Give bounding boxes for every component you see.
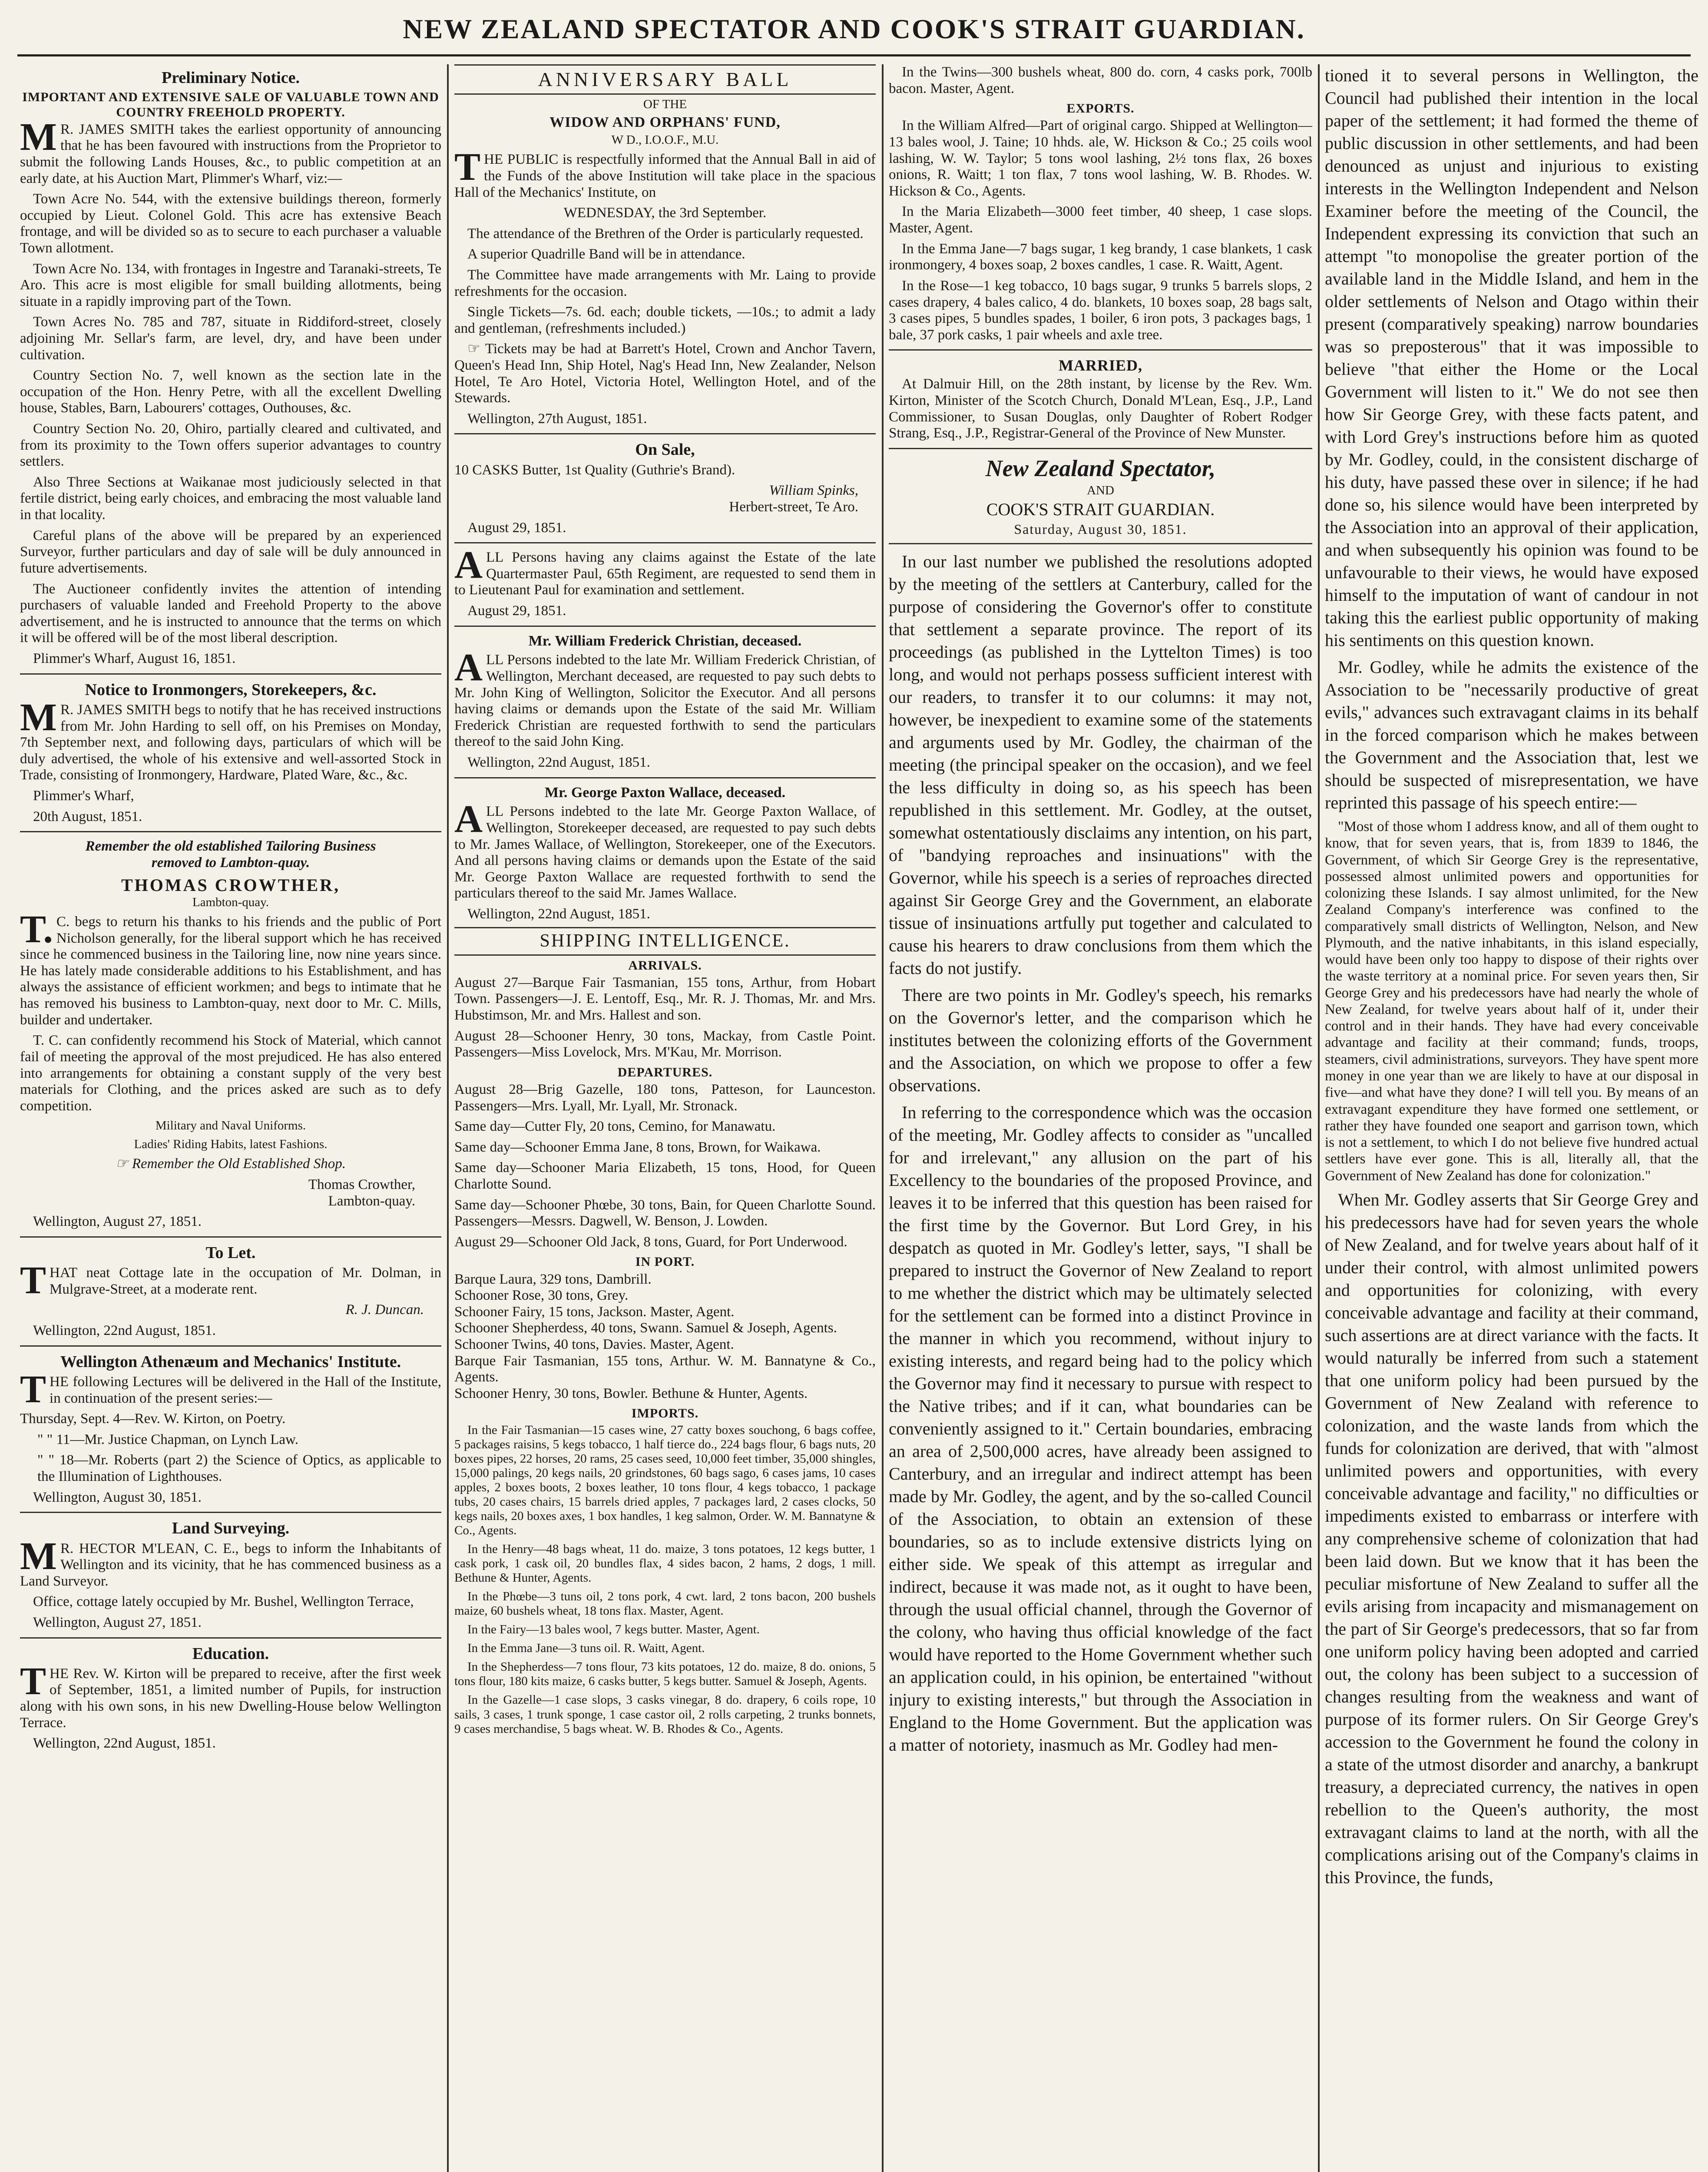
ball-body-3: A superior Quadrille Band will be in attendance. [467,246,745,262]
sale-item: Town Acre No. 134, with frontages in Ingestre and Taranaki-streets, Te Aro. This acre is most eligible for small building allotments, being situate in a rapidly improving part of the Town. [20,261,441,309]
exports-title: EXPORTS. [1066,101,1135,116]
paul-date: August 29, 1851. [467,603,566,619]
let-signature: R. J. Duncan. [345,1302,424,1318]
wallace-body: ALL Persons indebted to the late Mr. George Paxton Wallace, of Wellington, Storekeeper deceased, are requested to pay such debts to Mr. James Wallace, of Wellington, Storekeeper, one of the Executors. And all persons having claims or demands upon the Estate of the said Mr. George Paxton Wallace are requested forthwith to send the particulars thereof to the said Mr. James Wallace. [454,798,876,901]
ball-body: THE PUBLIC is respectfully informed that the Annual Ball in aid of the Funds of the above Institution will take place in the spacious Hall of the Mechanics' Institute, on [454,146,876,200]
sale-item: Also Three Sections at Waikanae most judiciously selected in that fertile district, being early choices, and embracing the most valuable land in that locality. [20,474,441,523]
tailor-signature-place: Lambton-quay. [328,1193,415,1209]
departure-entry: August 29—Schooner Old Jack, 8 tons, Guard, for Port Underwood. [454,1234,847,1250]
import-entry: In the Fairy—13 bales wool, 7 kegs butter. Master, Agent. [467,1622,760,1637]
divider [20,1512,441,1513]
butter-address: Herbert-street, Te Aro. [729,499,858,515]
column-2 [454,64,876,2172]
ball-outlets-text: Tickets may be had at Barrett's Hotel, Crown and Anchor Tavern, Queen's Head Inn, Ship Hotel, Nag's Head Inn, New Zealander, Nelson Hotel, Te Aro Hotel, Victoria Hotel, Wellington Hotel, and of the Stewards. [454,341,876,406]
divider [20,673,441,675]
divider [20,1637,441,1639]
departure-entry: August 28—Brig Gazelle, 180 tons, Patteson, for Launceston. Passengers—Mrs. Lyall, Mr. Lyall, Mr. Stronack. [454,1081,876,1114]
butter-title: On Sale, [635,440,695,459]
divider [20,1236,441,1238]
masthead: NEW ZEALAND SPECTATOR AND COOK'S STRAIT GUARDIAN. [403,13,1305,44]
ball-of: OF THE [643,97,687,112]
masthead-rule [17,54,1691,56]
iron-signature: Plimmer's Wharf, [33,788,134,804]
tailor-reminder-text: Remember the Old Established Shop. [132,1156,346,1172]
export-entry: In the Rose—1 keg tobacco, 10 bags sugar, 9 trunks 5 barrels slops, 2 cases drapery, 4 bales calico, 4 do. blankets, 10 boxes soap, 28 bags salt, 3 cases pipes, 5 bundles spades, 1 boiler, 6 iron pots, 3 packages bags, 1 bale, 37 pork casks, 1 pair wheels and axle tree. [889,278,1312,343]
let-date: Wellington, 22nd August, 1851. [33,1323,216,1338]
iron-body: MR. JAMES SMITH begs to notify that he has received instructions from Mr. John Harding to sell off, on his Premises on Monday, 7th September next, and following days, particulars of which will be duly advertised, the whole of his extensive and well-assorted Stock in Trade, consisting of Ironmongery, Hardware, Plated Ware, &c., &c. [20,695,441,783]
education-title: Education. [192,1644,269,1663]
in-port-title: IN PORT. [635,1255,695,1269]
column-1 [20,64,441,2172]
tailor-body: T.C. begs to return his thanks to his friends and the public of Port Nicholson generally, for the liberal support which he has received since he commenced business in the Tailoring line, now nine years since. He has lately made considerable additions to his Establishment, and has always the assistance of efficient workmen; and begs to intimate that he has removed his business to Lambton-quay, next door to Mr. C. Mills, builder and undertaker. [20,908,441,1028]
education-body: THE Rev. W. Kirton will be prepared to receive, after the first week of September, 1851, a limited number of Pupils, for instruction along with his own sons, in his new Dwelling-House below Wellington Terrace. [20,1659,441,1731]
port-entry: Barque Laura, 329 tons, Dambrill. [454,1271,652,1287]
column-rule-3 [1318,64,1320,2172]
ball-fund: WIDOW AND ORPHANS' FUND, [549,114,781,131]
departure-entry: Same day—Schooner Phœbe, 30 tons, Bain, for Queen Charlotte Sound. Passengers—Messrs. Dagwell, W. Benson, J. Lowden. [454,1197,876,1229]
paper-date: Saturday, August 30, 1851. [1014,521,1187,537]
editorial-paragraph: In our last number we published the resolutions adopted by the meeting of the settlers at Canterbury, called for the purpose of considering the Governor's offer to constitute that settlement a separate province. The report of its proceedings (as published in the Lyttelton Times) is too long, and would not perhaps possess sufficient interest with our readers, to transfer it to our columns: it may not, however, be inexpedient to examine some of the statements and arguments used by Mr. Godley, the chairman of the meeting (the principal speaker on the occasion), and we feel the less difficulty in doing so, as his speech has been republished in this settlement. Mr. Godley, at the outset, somewhat ostentatiously disclaims any intention, on his part, of "bandying reproaches and insinuations" with the Governor, while his speech is a series of reproaches directed against Sir George Grey and the Government, an elaborate tissue of insinuations artfully put together and calculated to cause his hearers to draw conclusions from them which the facts do not justify. [889,552,1312,978]
port-entry: Barque Fair Tasmanian, 155 tons, Arthur. W. M. Bannatyne & Co., Agents. [454,1353,876,1385]
tailor-place: Lambton-quay. [192,895,269,909]
survey-office: Office, cottage lately occupied by Mr. Bushel, Wellington Terrace, [33,1594,414,1610]
tailor-name: THOMAS CROWTHER, [121,875,341,895]
column-rule-2 [882,64,884,2172]
lecture-item: Thursday, Sept. 4—Rev. W. Kirton, on Poetry. [20,1411,286,1427]
wallace-title: Mr. George Paxton Wallace, deceased. [544,784,786,801]
ball-lodge: W D., I.O.O.F., M.U. [611,133,719,147]
tailor-tagline: Remember the old established Tailoring Business [85,838,376,854]
pointing-hand-icon: ☞ [115,1156,129,1172]
port-entry: Schooner Henry, 30 tons, Bowler. Bethune & Hunter, Agents. [454,1385,808,1401]
sale-item: Town Acre No. 544, with the extensive buildings thereon, formerly occupied by Lieut. Colonel Gold. This acre has extensive Beach frontage, and will be divided so as to secure to each purchaser a valuable Town allotment. [20,191,441,256]
divider [889,448,1312,449]
iron-title: Notice to Ironmongers, Storekeepers, &c. [85,680,377,699]
paper-name: New Zealand Spectator, [985,455,1216,481]
sale-item: Country Section No. 7, well known as the section late in the occupation of the Hon. Henry Petre, with all the excellent Dwelling house, Stables, Barn, Labourers' cottages, Outhouses, &c. [20,368,441,416]
paul-body: ALL Persons having any claims against the Estate of the late Quartermaster Paul, 65th Regiment, are requested to send them in to Lieutenant Paul for examination and settlement. [454,543,876,598]
sale-signature: Plimmer's Wharf, August 16, 1851. [33,650,236,666]
christian-title: Mr. William Frederick Christian, deceased. [528,632,802,649]
wallace-date: Wellington, 22nd August, 1851. [467,906,650,922]
editorial-paragraph: There are two points in Mr. Godley's speech, his remarks on the Governor's letter, and the comparison which he institutes between the colonizing efforts of the Government and the Association, on which we propose to offer a few observations. [889,985,1312,1096]
divider [454,542,876,543]
survey-date: Wellington, August 27, 1851. [33,1614,202,1630]
import-entry: In the Gazelle—1 case slops, 3 casks vinegar, 8 do. drapery, 6 coils rope, 10 sails, 3 cases, 1 trunk sponge, 1 case castor oil, 2 rolls carpeting, 2 trunks bonnets, 9 cases merchandise, 5 bags wheat. W. B. Rhodes & Co., Agents. [454,1693,876,1736]
married-title: MARRIED, [1059,357,1142,374]
christian-date: Wellington, 22nd August, 1851. [467,755,650,771]
divider [454,777,876,778]
departure-entry: Same day—Schooner Maria Elizabeth, 15 tons, Hood, for Queen Charlotte Sound. [454,1160,876,1192]
divider [454,433,876,434]
sale-item: Country Section No. 20, Ohiro, partially cleared and cultivated, and from its proximity to the Town offers superior advantages to country settlers. [20,421,441,470]
import-entry: In the Shepherdess—7 tons flour, 73 kits potatoes, 12 do. maize, 8 do. onions, 5 tons flour, 180 kits maize, 6 casks butter, 5 kegs butter. Samuel & Joseph, Agents. [454,1660,876,1689]
port-entry: Schooner Fairy, 15 tons, Jackson. Master, Agent. [454,1304,735,1320]
port-entry: Schooner Twins, 40 tons, Davies. Master, Agent. [454,1337,734,1353]
ball-date: Wellington, 27th August, 1851. [467,411,647,427]
import-entry: In the Phœbe—3 tuns oil, 2 tons pork, 4 cwt. lard, 2 tons bacon, 200 bushels maize, 60 bushels wheat, 18 tons flax. Master, Agent. [454,1589,876,1618]
athenaeum-date: Wellington, August 30, 1851. [33,1489,202,1505]
divider [889,349,1312,351]
sale-item: Careful plans of the above will be prepared by an experienced Surveyor, further particulars and day of sale will be duly announced in future advertisements. [20,527,441,576]
athenaeum-title: Wellington Athenæum and Mechanics' Institute. [60,1352,401,1371]
sale-item: Town Acres No. 785 and 787, situate in Riddiford-street, closely adjoining Mr. Sellar's farm, are level, dry, and have been under cultivation. [20,314,441,363]
export-entry: In the William Alfred—Part of original cargo. Shipped at Wellington—13 bales wool, J. Taine; 10 hhds. ale, W. Hickson & Co.; 25 coils wool lashing, W. W. Taylor; 5 tons wool lashing, 2½ tons flax, 26 boxes onions, R. Waitt; 1 ton flax, 7 tons wool lashing, W. B. Rhodes. W. Hickson & Co., Agents. [889,118,1312,199]
butter-signature: William Spinks, [769,483,858,499]
tailor-reminder [20,1156,441,1172]
ball-body-2: The attendance of the Brethren of the Order is particularly requested. [467,225,864,242]
editorial-quote: "Most of those whom I address know, and all of them ought to know, that for seven years, that is, from 1839 to 1846, the Government, of which Sir George Grey is the representative, possessed almost unlimited powers and opportunities for colonizing these Islands. I say almost unlimited, for the New Zealand Company's interference was confined to the comparatively small districts of Wellington, Nelson, and New Plymouth, and the native inhabitants, in this island especially, would have been only too happy to dispose of their rights over the waste territory at a nominal price. For seven years then, Sir George Grey and his predecessors have had nearly the whole of New Zealand, for twelve years about half of it, under their control and in their hands. They have had every conceivable advantage and facility at their command; funds, troops, steamers, civil administrations, surveyors. They have spent more money in one year than we are likely to have at our disposal in five—and what have they done? I will tell you. By means of an extravagant expenditure they have formed one settlement, or rather they have founded one seaport and garrison town, which is not a settlement, to which I do not believe five hundred actual settlers have ever gone. This is all, literally all, that the Government of New Zealand has done for colonization." [1325,819,1698,1184]
ball-outlets [454,341,876,406]
sale-intro: MR. JAMES SMITH takes the earliest opportunity of announcing that he has been favoured with instructions from the Proprietor to submit the following Lands Houses, &c., to public competition at an early date, at his Auction Mart, Plimmer's Wharf, viz:— [20,115,441,186]
port-entry: Schooner Rose, 30 tons, Grey. [454,1288,629,1304]
editorial-paragraph: tioned it to several persons in Wellington, the Council had published their intention in the local paper of the settlement; it had formed the theme of public discussion in other settlements, and had been denounced as unjust and injurious to existing interests in the Wellington Independent and Nelson Examiner before the meeting of the Council, the Independent expressing its conviction that such an attempt "to monopolise the greater portion of the available land in the Middle Island, and hem in the older settlements of Nelson and Otago within their present (comparatively speaking) narrow boundaries was so preposterous" that it was impossible to believe "that either the Home or the Local Government will listen to it." We do not see then how Sir George Grey, with these facts patent, and with Lord Grey's instructions before him as quoted by Mr. Godley, could, in the consistent discharge of his duty, have passed these over in silence; if he had done so, his silence would have been interpreted by the Association into an approval of their application, and when subsequently his opinion was found to be unfavourable to their views, he would have exposed himself to the imputation of want of candour in not taking this the earliest public opportunity of making his sentiments on this question known. [1325,66,1698,650]
ball-day: WEDNESDAY, the 3rd September. [563,205,767,221]
paper-subtitle: COOK'S STRAIT GUARDIAN. [986,500,1215,520]
tailor-uniforms: Military and Naval Uniforms. [155,1119,306,1133]
editorial-paragraph: When Mr. Godley asserts that Sir George Grey and his predecessors have had for seven years the whole of New Zealand, and for twelve years about half of it under their control, with almost unlimited powers and opportunities for colonizing, with every conceivable advantage and facility at their command, such assertions are at direct variance with the facts. It would naturally be inferred from such a statement that one uniform policy had been pursued by the Government of New Zealand with reference to colonization, and the waste lands from which the funds for colonization are derived, that with "almost unlimited powers and opportunities, with every conceivable advantage and facility," no difficulties or impediments existed to embarrass or interfere with any comprehensive scheme of colonization that had been laid down. But we know that it has been the peculiar misfortune of New Zealand to suffer all the evils arising from incapacity and mismanagement on the part of Sir George's predecessors, that so far from one uniform policy having been adopted and carried out, the colony has been subject to a succession of changes resulting from the weakness and want of purpose of its former rulers. On Sir George Grey's accession to the Government he found the colony in a state of the utmost disorder and anarchy, a bankrupt treasury, a depreciated currency, the natives in open rebellion to the Queen's authority, the most extravagant claims to land at the north, with all the complications arising out of the Company's claims in this Province, the funds, [1325,1189,1698,1887]
export-entry: In the Emma Jane—7 bags sugar, 1 keg brandy, 1 case blankets, 1 cask ironmongery, 4 boxes soap, 2 boxes candles, 1 case. R. Waitt, Agent. [889,241,1312,273]
editorial-paragraph: In referring to the correspondence which was the occasion of the meeting, Mr. Godley affects to consider as "uncalled for and irrelevant," any allusion on the part of his Excellency to the boundaries of the proposed Province, and leaves it to be inferred that this question has been raised for the first time by the Governor. But Lord Grey, in his despatch as quoted in Mr. Godley's letter, says, "I shall be prepared to instruct the Governor of New Zealand to report to me whether the district which may be ultimately selected for the settlement can be formed into a distinct Province in the manner in which you recommend, without injury to existing interests, and regard being had to the policy which the Governor may find it necessary to pursue with respect to the Native tribes; and if it can, what boundaries can be conveniently assigned to it." Certain boundaries, embracing an area of 2,500,000 acres, have already been assigned to Canterbury, and an irregular and indirect attempt has been made by Mr. Godley, the agent, and by the so-called Council of the Association, to obtain an extension of these boundaries, so as to include extensive districts lying on either side. We speak of this attempt as irregular and indirect, because it was made not, as it ought to have been, through the usual official channel, through the Governor of the colony, who having thus official knowledge of the fact would have reported to the Home Government whether such an application could, in his opinion, be entertained "without injury to existing interests," but through the Association in England to the Home Government. But the application was a matter of notoriety, inasmuch as Mr. Godley had men- [889,1103,1312,1755]
butter-body: 10 CASKS Butter, 1st Quality (Guthrie's Brand). [454,462,735,478]
departure-entry: Same day—Cutter Fly, 20 tons, Cemino, for Manawatu. [454,1119,776,1135]
export-entry: In the Maria Elizabeth—3000 feet timber, 40 sheep, 1 case slops. Master, Agent. [889,204,1312,236]
import-entry: In the Emma Jane—3 tuns oil. R. Waitt, Agent. [467,1641,705,1655]
education-date: Wellington, 22nd August, 1851. [33,1735,216,1752]
tailor-date: Wellington, August 27, 1851. [33,1214,202,1230]
shipping-title: SHIPPING INTELLIGENCE. [454,927,876,956]
lecture-item: " " 11—Mr. Justice Chapman, on Lynch Law. [37,1431,298,1447]
editorial-paragraph: Mr. Godley, while he admits the existence of the Association to be "necessarily productive of great evils," advances such extravagant claims in its behalf in the forced comparison which he makes between the Government and the Association that, lest we should be suspected of misrepresentation, we have reprinted this passage of his speech entire:— [1325,657,1698,812]
paper-and: AND [1087,483,1114,498]
import-entry: In the Fair Tasmanian—15 cases wine, 27 catty boxes souchong, 6 bags coffee, 5 packages raisins, 5 kegs tobacco, 1 half tierce do., 224 bags flour, 6 bags nuts, 20 boxes pipes, 22 horses, 20 rams, 25 cases seed, 10,000 feet timber, 35,000 shingles, 15,000 palings, 20 kegs nails, 20 grindstones, 60 bags sago, 6 cases jams, 10 cases apples, 2 boxes boots, 2 boxes leather, 10 tons flour, 4 kegs tobacco, 1 package tubs, 20 cases chairs, 15 barrels dried apples, 7 packages lard, 2 cases clocks, 50 kegs nails, 20 boxes axes, 1 box handles, 1 keg salmon, Order. W. M. Bannatyne & Co., Agents. [454,1423,876,1537]
tailor-signature: Thomas Crowther, [308,1177,415,1193]
sale-heading: IMPORTANT AND EXTENSIVE SALE OF VALUABLE TOWN AND COUNTRY FREEHOLD PROPERTY. [22,90,439,119]
divider [20,831,441,832]
import-entry: In the Henry—48 bags wheat, 11 do. maize, 3 tons potatoes, 12 kegs butter, 1 cask pork, 1 cask oil, 20 bundles flax, 4 sides bacon, 2 hams, 2 dogs, 1 mill. Bethune & Hunter, Agents. [454,1542,876,1585]
butter-date: August 29, 1851. [467,520,566,536]
divider [889,543,1312,544]
ball-tickets: Single Tickets—7s. 6d. each; double tickets, —10s.; to admit a lady and gentleman, (refreshments included.) [454,304,876,336]
tailor-body-2: T. C. can confidently recommend his Stock of Material, which cannot fail of meeting the approval of the most prejudiced. He has also entered into arrangements for obtaining a constant supply of the very best materials for Clothing, and the prices asked are such as to defy competition. [20,1033,441,1114]
imports-title: IMPORTS. [631,1406,699,1421]
column-rule-1 [447,64,449,2172]
let-title: To Let. [205,1243,256,1262]
port-entry: Schooner Shepherdess, 40 tons, Swann. Samuel & Joseph, Agents. [454,1320,837,1336]
ball-title: ANNIVERSARY BALL [454,64,876,95]
tailor-habits: Ladies' Riding Habits, latest Fashions. [134,1137,328,1152]
arrivals-title: ARRIVALS. [628,958,702,973]
sale-title: Preliminary Notice. [162,69,300,87]
arrival-entry: August 27—Barque Fair Tasmanian, 155 tons, Arthur, from Hobart Town. Passengers—J. E. Lentoff, Esq., Mr. R. J. Thomas, Mr. and Mrs. Hubstimson, Mr. and Mrs. Hallest and son. [454,974,876,1023]
ball-body-4: The Committee have made arrangements with Mr. Laing to provide refreshments for the occasion. [454,267,876,299]
divider [454,626,876,627]
tailor-tagline-2: removed to Lambton-quay. [151,854,310,871]
survey-title: Land Surveying. [172,1519,290,1538]
column-4 [1325,64,1698,2172]
divider [20,1345,441,1347]
import-entry: In the Twins—300 bushels wheat, 800 do. corn, 4 casks pork, 700lb bacon. Master, Agent. [889,64,1312,96]
column-3 [889,64,1312,2172]
lecture-item: " " 18—Mr. Roberts (part 2) the Science of Optics, as applicable to the Illumination of Lighthouses. [37,1452,441,1484]
survey-body: MR. HECTOR M'LEAN, C. E., begs to inform the Inhabitants of Wellington and its vicinity, that he has commenced business as a Land Surveyor. [20,1534,441,1589]
christian-body: ALL Persons indebted to the late Mr. William Frederick Christian, of Wellington, Merchant deceased, are requested to pay such debts to Mr. John King of Wellington, Solicitor the Executor. And all persons having claims or demands upon the Estate of the said Mr. William Frederick Christian are requested forthwith to send the particulars thereof to the said John King. [454,646,876,750]
departure-entry: Same day—Schooner Emma Jane, 8 tons, Brown, for Waikawa. [454,1139,821,1155]
departures-title: DEPARTURES. [617,1065,713,1079]
married-body: At Dalmuir Hill, on the 28th instant, by license by the Rev. Wm. Kirton, Minister of the Scotch Church, Donald M'Lean, Esq., J.P., Land Commissioner, to Susan Douglas, only Daughter of Robert Rodger Strang, Esq., J.P., Registrar-General of the Province of New Munster. [889,376,1312,441]
pointing-hand-icon: ☞ [467,341,480,357]
arrival-entry: August 28—Schooner Henry, 30 tons, Mackay, from Castle Point. Passengers—Miss Lovelock, Mrs. M'Kau, Mr. Morrison. [454,1028,876,1060]
athenaeum-body: THE following Lectures will be delivered in the Hall of the Institute, in continuation of the present series:— [20,1367,441,1411]
let-body: THAT neat Cottage late in the occupation of Mr. Dolman, in Mulgrave-Street, at a moderate rent. [20,1259,441,1302]
sale-item: The Auctioneer confidently invites the attention of intending purchasers of valuable landed and Freehold Property to the above advertisement, and he is instructed to announce that the terms on which it will be offered will be of the most liberal description. [20,581,441,646]
iron-date: 20th August, 1851. [33,808,142,824]
